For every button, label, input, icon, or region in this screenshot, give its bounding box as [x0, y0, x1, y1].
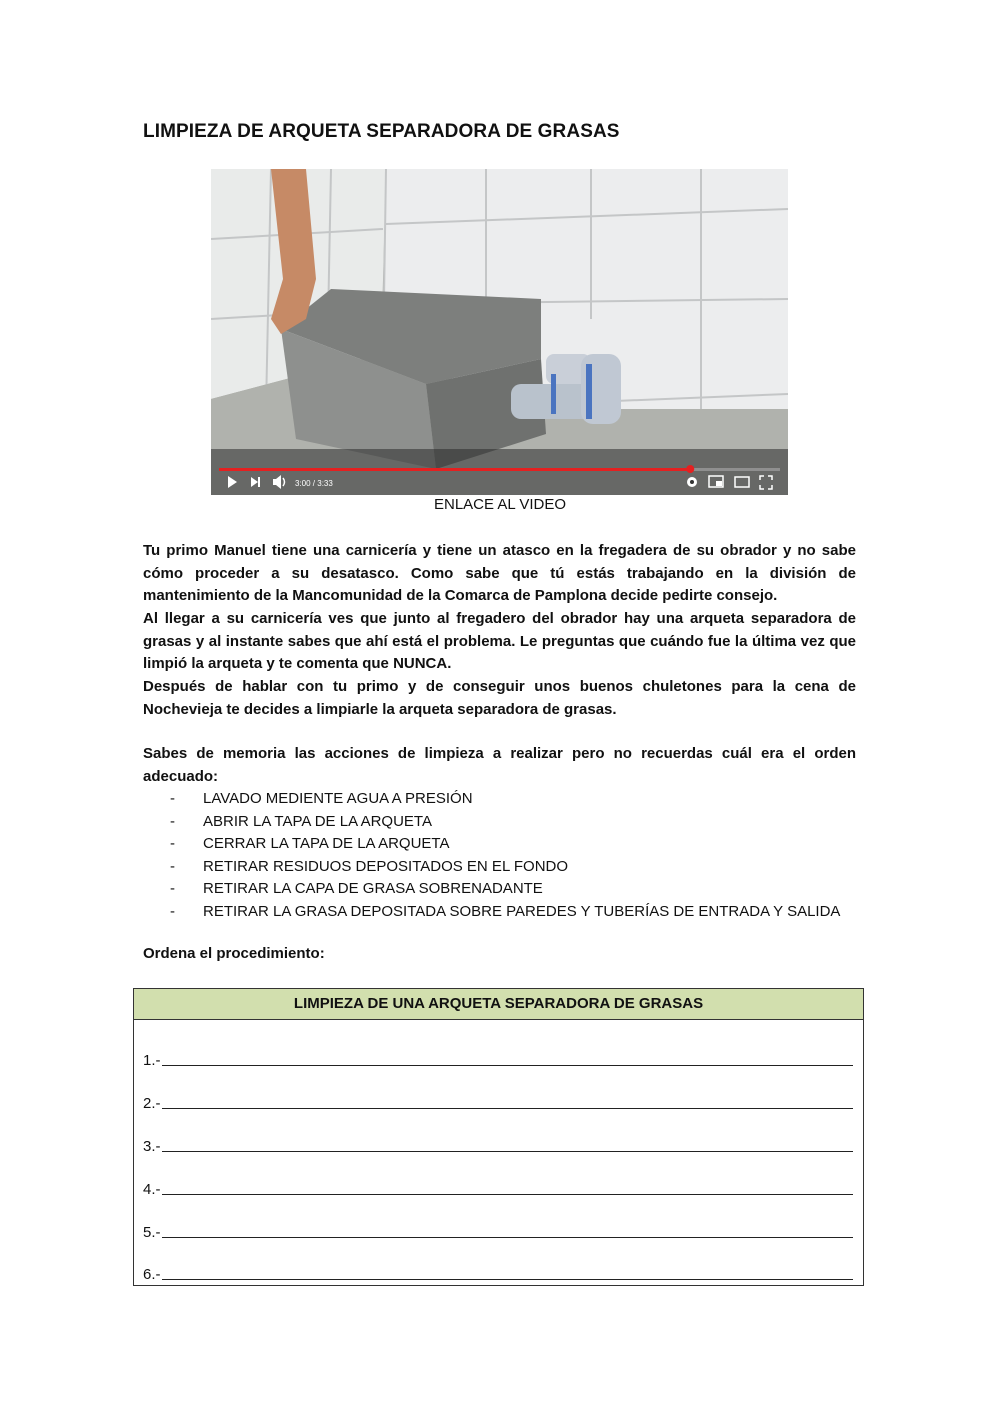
video-link-caption[interactable]: ENLACE AL VIDEO	[434, 496, 566, 513]
answer-row-3[interactable]: 3.-	[143, 1133, 853, 1155]
list-item: - CERRAR LA TAPA DE LA ARQUETA	[170, 835, 450, 853]
answer-row-1[interactable]: 1.-	[143, 1047, 853, 1069]
intro-paragraph-3: Después de hablar con tu primo y de conseguir unos buenos chuletones para la cena de Nochevieja te decides a limpiarle la arqueta separadora de grasas.	[143, 678, 856, 718]
video-player[interactable]	[211, 169, 788, 495]
order-table	[133, 988, 864, 1286]
answer-line[interactable]	[162, 1065, 853, 1066]
order-label: Ordena el procedimiento:	[143, 945, 325, 962]
answer-line[interactable]	[162, 1151, 853, 1152]
list-item: - ABRIR LA TAPA DE LA ARQUETA	[170, 812, 432, 830]
answer-line[interactable]	[162, 1194, 853, 1195]
list-item: - RETIRAR RESIDUOS DEPOSITADOS EN EL FONDO	[170, 857, 569, 875]
list-item: - RETIRAR LA CAPA DE GRASA SOBRENADANTE	[170, 880, 543, 898]
progress-fill	[219, 468, 690, 471]
settings-icon	[687, 477, 697, 487]
answer-row-6[interactable]: 6.-	[143, 1261, 853, 1283]
list-item: - RETIRAR LA GRASA DEPOSITADA SOBRE PAREDES Y TUBERÍAS DE ENTRADA Y SALIDA	[170, 902, 841, 920]
video-thumbnail[interactable]	[211, 169, 788, 495]
progress-knob	[686, 465, 694, 473]
intro-paragraph-2: Al llegar a su carnicería ves que junto al fregadero del obrador hay una arqueta separadora de grasas y al instante sabes que ahí está el problema. Le preguntas que cuándo fue la última vez que limpió la arqueta y te comenta que NUNCA.	[143, 610, 856, 673]
answer-row-2[interactable]: 2.-	[143, 1090, 853, 1112]
instructions-paragraph: Sabes de memoria las acciones de limpieza a realizar pero no recuerdas cuál era el orden adecuado:	[143, 745, 856, 785]
answer-line[interactable]	[162, 1279, 853, 1280]
list-item: - LAVADO MEDIENTE AGUA A PRESIÓN	[170, 790, 473, 807]
time-label: 3:00 / 3:33	[295, 479, 333, 488]
answer-row-5[interactable]: 5.-	[143, 1219, 853, 1241]
answer-line[interactable]	[162, 1108, 853, 1109]
page-title: LIMPIEZA DE ARQUETA SEPARADORA DE GRASAS	[143, 121, 620, 142]
order-table-header: LIMPIEZA DE UNA ARQUETA SEPARADORA DE GRASAS	[134, 989, 863, 1020]
answer-row-4[interactable]: 4.-	[143, 1176, 853, 1198]
intro-paragraph-1: Tu primo Manuel tiene una carnicería y tiene un atasco en la fregadera de su obrador y no sabe cómo proceder a su desatasco. Como sabe que tú estás trabajando en la división de mantenimiento de la Mancomunidad de la Comarca de Pamplona decide pedirte consejo.	[143, 542, 856, 605]
answer-line[interactable]	[162, 1237, 853, 1238]
cleaning-steps-list	[170, 788, 840, 924]
